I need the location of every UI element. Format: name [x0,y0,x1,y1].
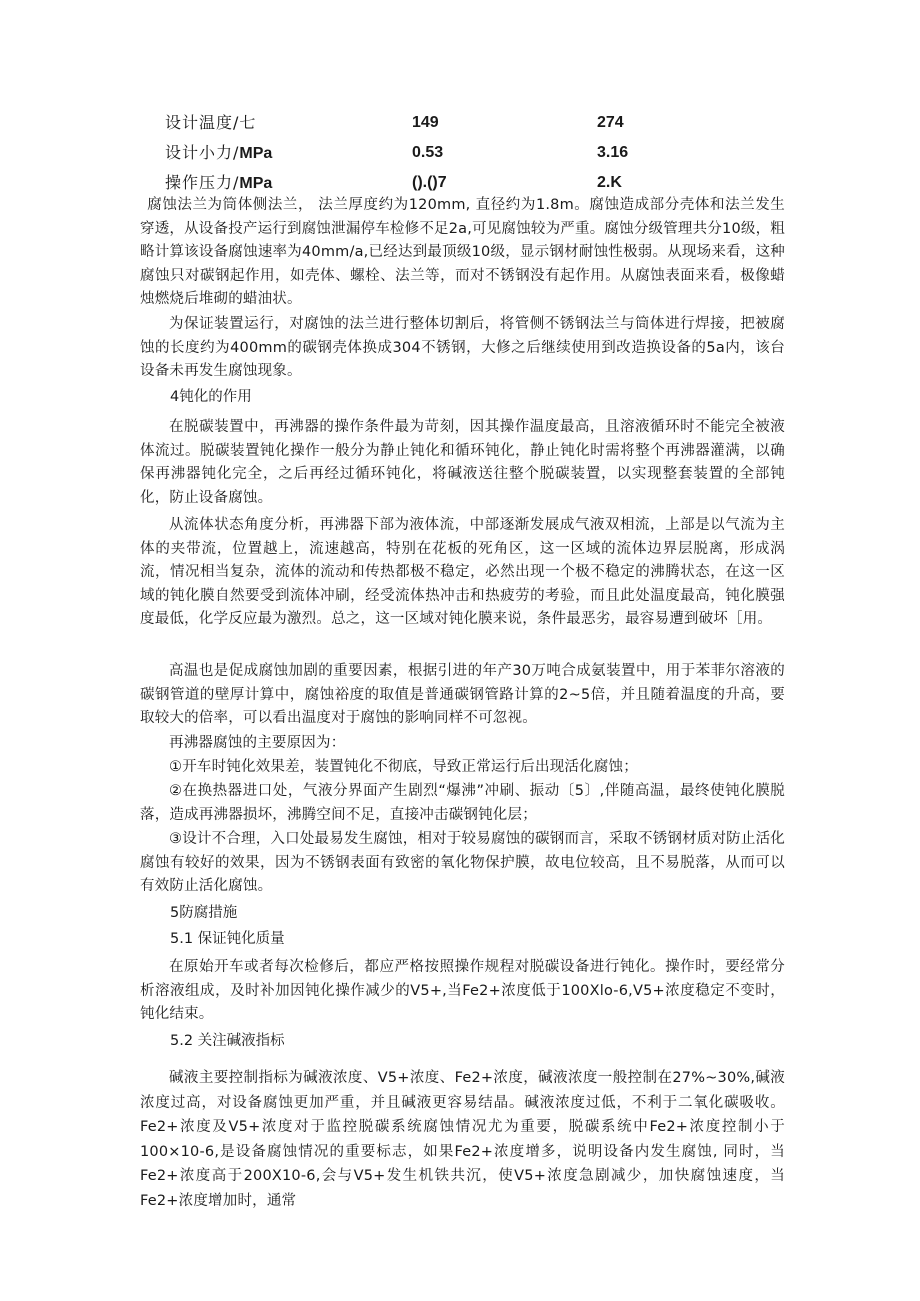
paragraph-passivation-quality: 在原始开车或者每次检修后，都应严格按照操作规程对脱碳设备进行钝化。操作时，要经常分析溶液组成，及时补加因钝化操作减少的V5+,当Fe2+浓度低于100Xlo-6,V5+浓度稳定不变时，钝化结束。 [140,959,785,1022]
row-label-text: 操作压力/ [165,173,240,192]
row-label-unit: MPa [239,175,273,192]
section-heading-5-2: 5.2 关注碱液指标 [170,1033,285,1049]
row-label-text: 设计小力/ [165,143,240,162]
value-2: 3.16 [597,144,629,161]
section-heading-5: 5防腐措施 [170,905,238,921]
paragraph-flange-corrosion: 腐蚀法兰为筒体侧法兰， 法兰厚度约为120mm, 直径约为1.8m。腐蚀造成部分壳体和法兰发生穿透，从设备投产运行到腐蚀泄漏停车检修不足2a,可见腐蚀较为严重。腐蚀分级管理共分10级，粗略计算该设备腐蚀速率为40mm/a,已经达到最顶级10级，显示钢材耐蚀性极弱。从现场来看，这种腐蚀只对碳钢起作用，如壳体、螺栓、法兰等，而对不锈钢没有起作用。从腐蚀表面来看，极像蜡烛燃烧后堆砌的蜡油状。 [140,197,785,307]
section-heading-5-1: 5.1 保证钝化质量 [170,931,285,947]
paragraph-temperature: 高温也是促成腐蚀加剧的重要因素，根据引进的年产30万吨合成氨装置中，用于苯菲尔溶液的碳钢管道的壁厚计算中，腐蚀裕度的取值是普通碳钢管路计算的2~5倍，并且随着温度的升高，要取较大的倍率，可以看出温度对于腐蚀的影响同样不可忽视。 [140,663,785,726]
value-2: 274 [597,114,624,131]
value-2: 2.K [597,174,622,191]
paragraph-passivation: 在脱碳装置中，再沸器的操作条件最为苛刻，因其操作温度最高，且溶液循环时不能完全被液体流过。脱碳装置钝化操作一般分为静止钝化和循环钝化，静止钝化时需将整个再沸器灌满，以确保再沸器钝化完全，之后再经过循环钝化，将碱液送往整个脱碳装置，以实现整套装置的全部钝化，防止设备腐蚀。 [140,419,785,506]
paragraph-repair: 为保证装置运行，对腐蚀的法兰进行整体切割后，将管侧不锈钢法兰与筒体进行焊接，把被腐蚀的长度约为400mm的碳钢壳体换成304不锈钢，大修之后继续使用到改造换设备的5a内，该台设备未再发生腐蚀现象。 [140,316,785,379]
paragraph-cause-3: ③设计不合理，入口处最易发生腐蚀，相对于较易腐蚀的碳钢而言，采取不锈钢材质对防止活化腐蚀有较好的效果，因为不锈钢表面有致密的氧化物保护膜，故电位较高，且不易脱落，从而可以有效防止活化腐蚀。 [140,831,785,894]
table-row-design-pressure [165,138,785,168]
row-label [165,138,272,169]
row-label-unit: MPa [239,145,273,162]
section-heading-4: 4钝化的作用 [170,389,252,405]
value-1: 0.53 [412,144,444,161]
value-1: ().()7 [412,174,447,191]
paragraph-alkali-indicators: 碱液主要控制指标为碱液浓度、V5+浓度、Fe2+浓度，碱液浓度一般控制在27%~30%,碱液浓度过高，对设备腐蚀更加严重，并且碱液更容易结晶。碱液浓度过低，不利于二氧化碳吸收。Fe2+浓度及V5+浓度对于监控脱碳系统腐蚀情况尤为重要，脱碳系统中Fe2+浓度控制小于100×10-6,是设备腐蚀情况的重要标志，如果Fe2+浓度增多，说明设备内发生腐蚀, 同时，当Fe2+浓度高于200X10-6,会与V5+发生机铁共沉，使V5+浓度急剧减少，加快腐蚀速度，当Fe2+浓度增加时，通常 [140,1070,785,1209]
row-label: 设计温度/七 [165,113,257,132]
paragraph-cause-2: ②在换热器进口处，气液分界面产生剧烈“爆沸”冲刷、振动〔5〕,伴随高温，最终使钝化膜脱落，造成再沸器损坏，沸腾空间不足，直接冲击碳钢钝化层； [140,783,785,823]
paragraph-cause-1: ①开车时钝化效果差，装置钝化不彻底，导致正常运行后出现活化腐蚀； [169,759,638,775]
value-1: 149 [412,114,439,131]
paragraph-causes-intro: 再沸器腐蚀的主要原因为： [169,735,346,751]
paragraph-fluid-analysis: 从流体状态角度分析，再沸器下部为液体流，中部逐渐发展成气液双相流，上部是以气流为主体的夹带流，位置越上，流速越高，特别在花板的死角区，这一区域的流体边界层脱离，形成涡流，情况相当复杂，流体的流动和传热都极不稳定，必然出现一个极不稳定的沸腾状态，在这一区域的钝化膜自然要受到流体冲刷，经受流体热冲击和热疲劳的考验，而且此处温度最高，钝化膜强度最低，化学反应最为激烈。总之，这一区域对钝化膜来说，条件最恶劣，最容易遭到破坏［用。 [140,517,785,627]
table-row-design-temperature [165,108,785,138]
